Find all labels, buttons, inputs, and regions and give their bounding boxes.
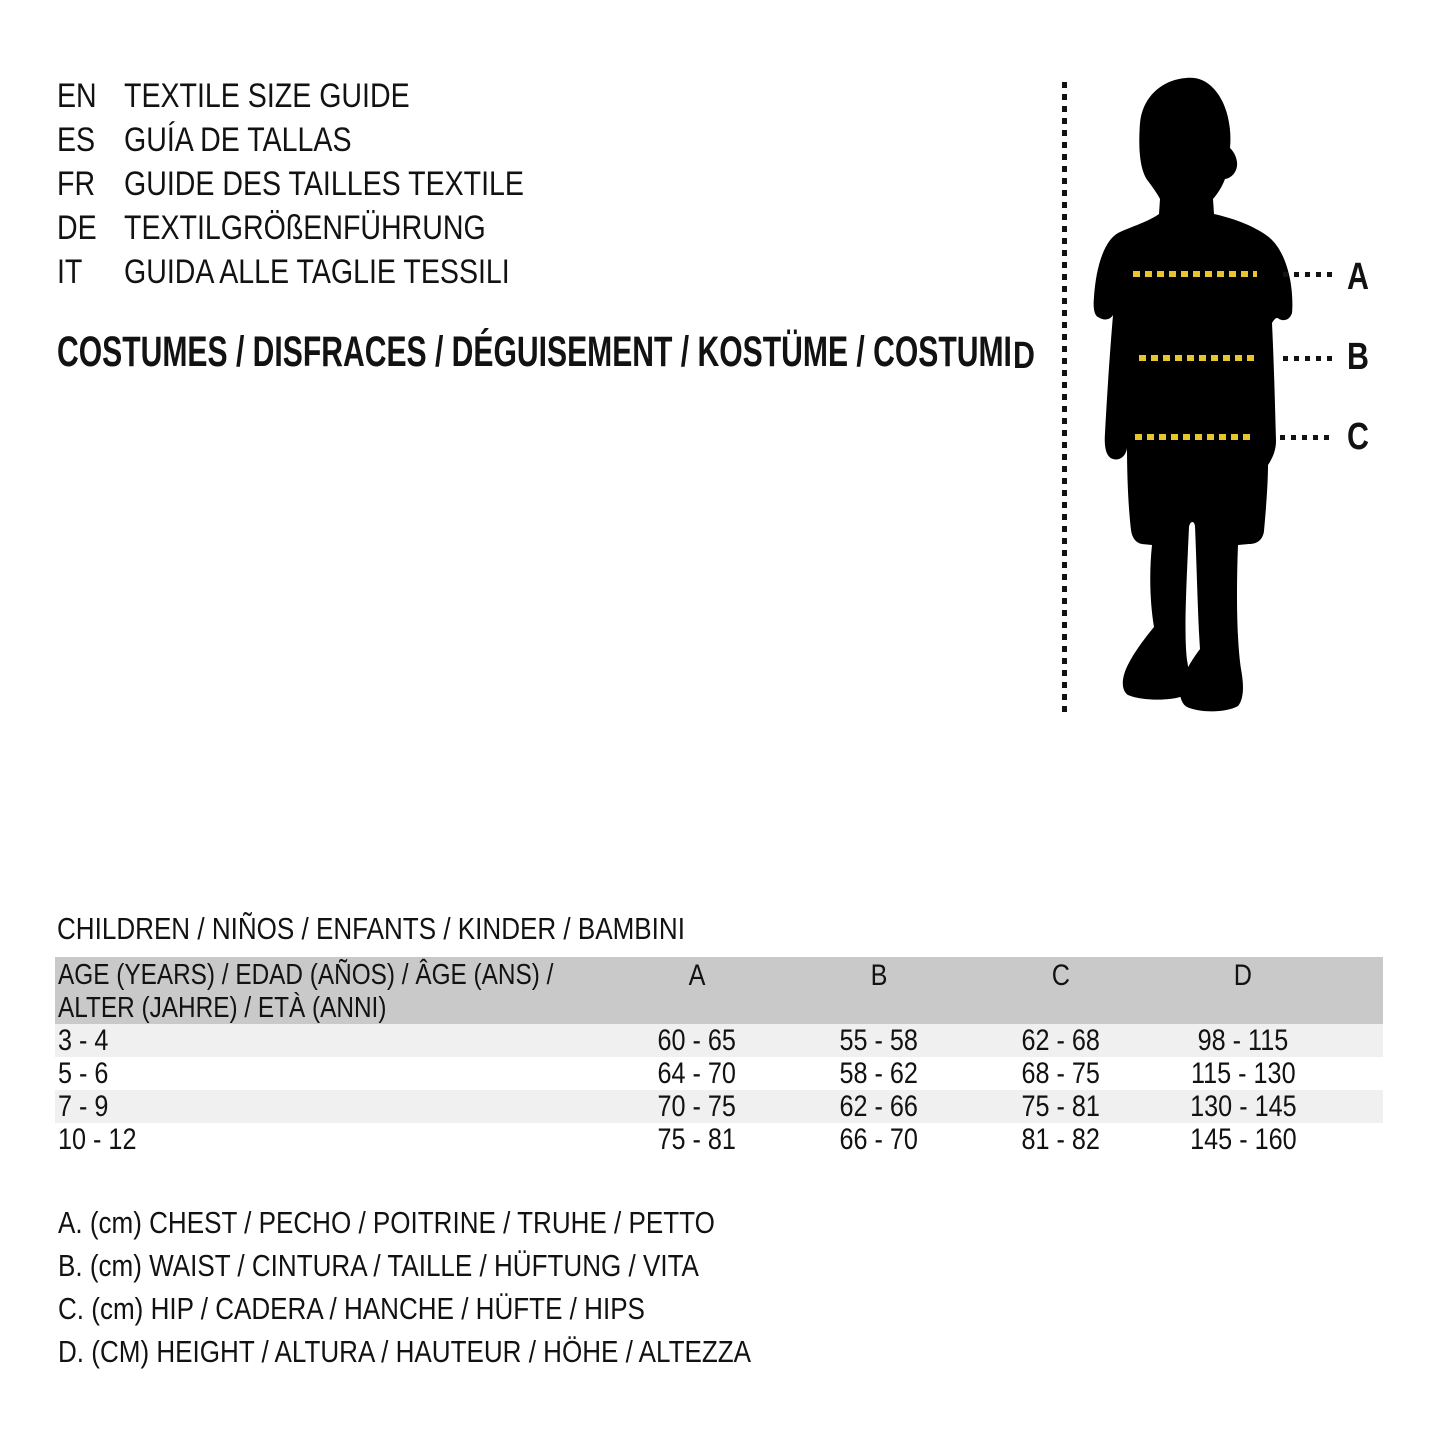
- hip-measure-line: [1135, 434, 1254, 440]
- height-cell: 145 - 160: [1189, 1123, 1297, 1156]
- legend-item-waist: B. (cm) WAIST / CINTURA / TAILLE / HÜFTUNG / VITA: [58, 1248, 699, 1283]
- lang-row-fr: [57, 162, 600, 206]
- legend-item-hip: C. (cm) HIP / CADERA / HANCHE / HÜFTE / HIPS: [58, 1291, 645, 1326]
- lang-label-it: GUIDA ALLE TAGLIE TESSILI: [124, 253, 510, 291]
- table-row: [55, 1057, 1383, 1090]
- waist-measure-line: [1139, 355, 1257, 361]
- age-cell: 10 - 12: [58, 1123, 137, 1156]
- lang-label-de: TEXTILGRÖßENFÜHRUNG: [124, 209, 486, 247]
- height-cell: 98 - 115: [1197, 1024, 1289, 1057]
- children-size-table: [55, 957, 1383, 1156]
- hip-cell: 81 - 82: [1021, 1123, 1101, 1156]
- waist-cell: 58 - 62: [839, 1057, 919, 1090]
- column-header-a: A: [688, 959, 706, 992]
- hip-cell: 62 - 68: [1021, 1024, 1101, 1057]
- hip-cell: 75 - 81: [1021, 1090, 1101, 1123]
- measure-label-a: A: [1347, 256, 1369, 298]
- height-measure-line: [1062, 82, 1067, 713]
- age-column-header: AGE (YEARS) / EDAD (AÑOS) / ÂGE (ANS) / ALTER (JAHRE) / ETÀ (ANNI): [58, 959, 554, 1024]
- column-header-c: C: [1051, 959, 1071, 992]
- table-header-row: [55, 957, 1383, 1024]
- lang-row-es: [57, 118, 600, 162]
- lang-code-fr: FR: [57, 165, 96, 203]
- column-header-d: D: [1233, 959, 1253, 992]
- age-cell: 3 - 4: [58, 1024, 109, 1057]
- measure-label-d: D: [1013, 335, 1035, 377]
- language-title-list: [57, 74, 600, 294]
- category-title: COSTUMES / DISFRACES / DÉGUISEMENT / KOSTÜME / COSTUMI: [57, 328, 1012, 376]
- hip-leader-line: [1280, 435, 1333, 440]
- height-cell: 130 - 145: [1189, 1090, 1297, 1123]
- table-row: [55, 1024, 1383, 1057]
- table-row: [55, 1090, 1383, 1123]
- column-header-b: B: [870, 959, 888, 992]
- legend-item-chest: A. (cm) CHEST / PECHO / POITRINE / TRUHE / PETTO: [58, 1205, 715, 1240]
- lang-code-es: ES: [57, 121, 96, 159]
- chest-cell: 70 - 75: [657, 1090, 737, 1123]
- table-row: [55, 1123, 1383, 1156]
- hip-cell: 68 - 75: [1021, 1057, 1101, 1090]
- age-cell: 5 - 6: [58, 1057, 109, 1090]
- chest-cell: 60 - 65: [657, 1024, 737, 1057]
- waist-leader-line: [1283, 356, 1333, 361]
- lang-row-en: [57, 74, 600, 118]
- legend-item-height: D. (CM) HEIGHT / ALTURA / HAUTEUR / HÖHE / ALTEZZA: [58, 1334, 752, 1369]
- lang-label-en: TEXTILE SIZE GUIDE: [124, 77, 410, 115]
- children-section-title: CHILDREN / NIÑOS / ENFANTS / KINDER / BAMBINI: [57, 911, 685, 946]
- lang-label-es: GUÍA DE TALLAS: [124, 121, 352, 159]
- chest-leader-line: [1283, 272, 1333, 277]
- measurement-legend: [58, 1201, 883, 1373]
- child-silhouette-image: [1086, 75, 1296, 715]
- waist-cell: 55 - 58: [839, 1024, 919, 1057]
- waist-cell: 66 - 70: [839, 1123, 919, 1156]
- height-cell: 115 - 130: [1190, 1057, 1296, 1090]
- chest-cell: 75 - 81: [657, 1123, 737, 1156]
- chest-cell: 64 - 70: [657, 1057, 737, 1090]
- lang-row-it: [57, 250, 600, 294]
- lang-row-de: [57, 206, 600, 250]
- chest-measure-line: [1133, 271, 1257, 277]
- lang-code-en: EN: [57, 77, 97, 115]
- lang-code-de: DE: [57, 209, 97, 247]
- waist-cell: 62 - 66: [839, 1090, 919, 1123]
- measure-label-b: B: [1347, 336, 1369, 378]
- measure-label-c: C: [1347, 416, 1369, 458]
- lang-label-fr: GUIDE DES TAILLES TEXTILE: [124, 165, 524, 203]
- lang-code-it: IT: [57, 253, 83, 291]
- age-cell: 7 - 9: [58, 1090, 109, 1123]
